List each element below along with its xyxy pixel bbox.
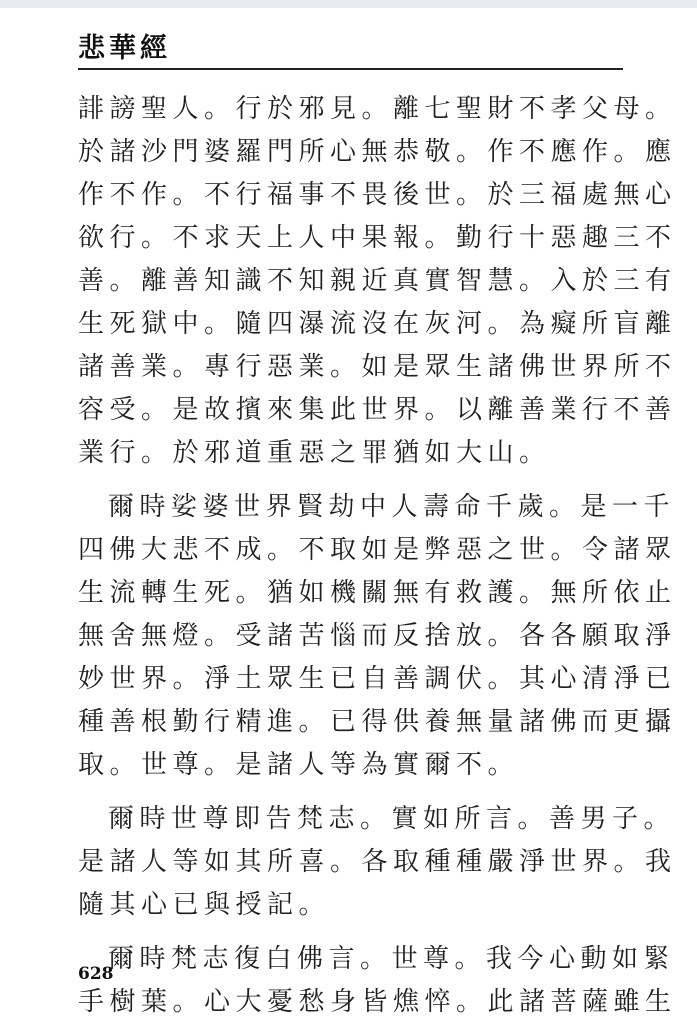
text-line: 爾時梵志復白佛言。世尊。我今心動如緊 bbox=[108, 944, 676, 974]
text-line: 妙世界。淨土眾生已自善調伏。其心清淨已 bbox=[78, 664, 677, 694]
text-line: 無舍無燈。受諸苦惱而反捨放。各各願取淨 bbox=[78, 621, 677, 651]
text-line: 取。世尊。是諸人等為實爾不。 bbox=[78, 750, 520, 780]
text-line: 於諸沙門婆羅門所心無恭敬。作不應作。應 bbox=[78, 137, 677, 167]
text-line: 作不作。不行福事不畏後世。於三福處無心 bbox=[78, 180, 677, 210]
paragraph-2 bbox=[78, 486, 677, 787]
text-line: 爾時世尊即告梵志。實如所言。善男子。 bbox=[108, 804, 676, 834]
book-page bbox=[0, 8, 697, 1024]
text-line: 種善根勤行精進。已得供養無量諸佛而更攝 bbox=[78, 707, 677, 737]
paragraph-3 bbox=[78, 798, 677, 927]
paragraph-gap bbox=[78, 475, 626, 486]
text-line: 是諸人等如其所喜。各取種種嚴淨世界。我 bbox=[78, 847, 677, 877]
text-line: 四佛大悲不成。不取如是弊惡之世。令諸眾 bbox=[78, 535, 677, 565]
paragraph-1 bbox=[78, 88, 677, 475]
body-text bbox=[78, 88, 677, 1024]
viewer-top-strip bbox=[0, 0, 697, 8]
text-line: 諸善業。專行惡業。如是眾生諸佛世界所不 bbox=[78, 352, 677, 382]
text-line: 隨其心已與授記。 bbox=[78, 890, 331, 920]
text-line: 爾時娑婆世界賢劫中人壽命千歲。是一千 bbox=[108, 492, 676, 522]
text-line: 手樹葉。心大憂愁身皆燋悴。此諸菩薩雖生 bbox=[78, 987, 677, 1017]
header-rule bbox=[78, 68, 623, 70]
text-line: 欲行。不求天上人中果報。勤行十惡趣三不 bbox=[78, 223, 677, 253]
paragraph-gap bbox=[78, 787, 626, 798]
text-line: 容受。是故擯來集此世界。以離善業行不善 bbox=[78, 395, 677, 425]
running-header-title: 悲華經 bbox=[78, 33, 171, 64]
text-line: 生死獄中。隨四瀑流沒在灰河。為癡所盲離 bbox=[78, 309, 677, 339]
text-line: 業行。於邪道重惡之罪猶如大山。 bbox=[78, 438, 551, 468]
text-line: 生流轉生死。猶如機關無有救護。無所依止 bbox=[78, 578, 677, 608]
text-line: 誹謗聖人。行於邪見。離七聖財不孝父母。 bbox=[78, 94, 677, 124]
page-number: 628 bbox=[78, 964, 114, 984]
paragraph-gap bbox=[78, 927, 626, 938]
text-line: 善。離善知識不知親近真實智慧。入於三有 bbox=[78, 266, 677, 296]
paragraph-4 bbox=[78, 938, 677, 1024]
